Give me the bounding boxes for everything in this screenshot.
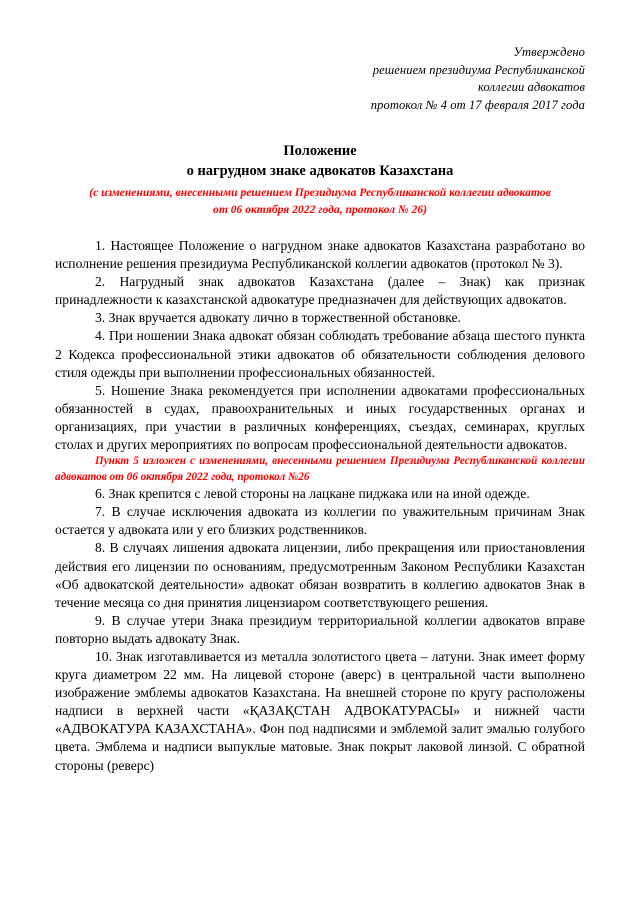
paragraph-1: 1. Настоящее Положение о нагрудном знаке адвокатов Казахстана разработано во исполнение решения президиума Республиканской коллегии адвокатов (протокол № 3). [55, 238, 585, 272]
paragraph-4: 4. При ношении Знака адвокат обязан соблюдать требование абзаца шестого пункта 2 Кодекса профессиональной этики адвокатов об обязательности соблюдения делового стиля одежды при выполнении профессиональных обязанностей. [55, 328, 585, 380]
document-body [55, 237, 585, 775]
title-line-1: Положение [283, 143, 357, 159]
approval-line-2: решением президиума Республиканской [372, 62, 585, 77]
amendment-subtitle [55, 184, 585, 218]
paragraph-6: 6. Знак крепится с левой стороны на лацкане пиджака или на иной одежде. [95, 486, 530, 502]
title-line-2: о нагрудном знаке адвокатов Казахстана [186, 163, 454, 179]
page-title [55, 141, 585, 181]
amendment-subtitle-line-1: (с изменениями, внесенными решением Президиума Республиканской коллегии адвокатов [89, 186, 551, 199]
approval-line-1: Утверждено [513, 45, 585, 59]
approval-line-4: протокол № 4 от 17 февраля 2017 года [370, 97, 585, 112]
paragraph-3: 3. Знак вручается адвокату лично в торжественной обстановке. [95, 310, 461, 326]
paragraph-7: 7. В случае исключения адвоката из коллегии по уважительным причинам Знак остается у адвоката или у его близких родственников. [55, 504, 585, 538]
amendment-note-paragraph-5: Пункт 5 изложен с изменениями, внесенными решением Президиума Республиканской коллегии адвокатов от 06 октября 2022 года, протокол №26 [55, 455, 585, 483]
document-content [55, 0, 585, 775]
paragraph-9: 9. В случае утери Знака президиум территориальной коллегии адвокатов вправе повторно выдать адвокату Знак. [55, 612, 585, 646]
paragraph-5: 5. Ношение Знака рекомендуется при исполнении адвокатами профессиональных обязанностей в судах, правоохранительных и иных государственных органах и организациях, при участии в различных конференциях, съездах, семинарах, круглых столах и других мероприятиях по вопросам профессиональной деятельности адвокатов. [55, 382, 585, 453]
paragraph-2: 2. Нагрудный знак адвокатов Казахстана (далее – Знак) как признак принадлежности к казахстанской адвокатуре предназначен для действующих адвокатов. [55, 274, 585, 308]
approval-block [55, 44, 585, 114]
paragraph-8: 8. В случаях лишения адвоката лицензии, либо прекращения или приостановления действия его лицензии по основаниям, предусмотренным Законом Республики Казахстан «Об адвокатской деятельности» адвокат обязан возвратить в коллегию адвокатов Знак в течение месяца со дня принятия лицензиаром соответствующего решения. [55, 540, 585, 610]
amendment-subtitle-line-2: от 06 октября 2022 года, протокол № 26) [213, 203, 427, 216]
approval-line-3: коллегии адвокатов [478, 80, 585, 94]
paragraph-10: 10. Знак изготавливается из металла золотистого цвета – латуни. Знак имеет форму круга диаметром 22 мм. На лицевой стороне (аверс) в центральной части выполнено изображение эмблемы адвокатов Казахстана. На внешней стороне по кругу расположены надписи в верхней части «ҚАЗАҚСТАН АДВОКАТУРАСЫ» и нижней части «АДВОКАТУРА КАЗАХСТАНА». Фон под надписями и эмблемой залит эмалью голубого цвета. Эмблема и надписи выпуклые матовые. Знак покрыт лаковой линзой. С обратной стороны (реверс) [55, 648, 585, 773]
